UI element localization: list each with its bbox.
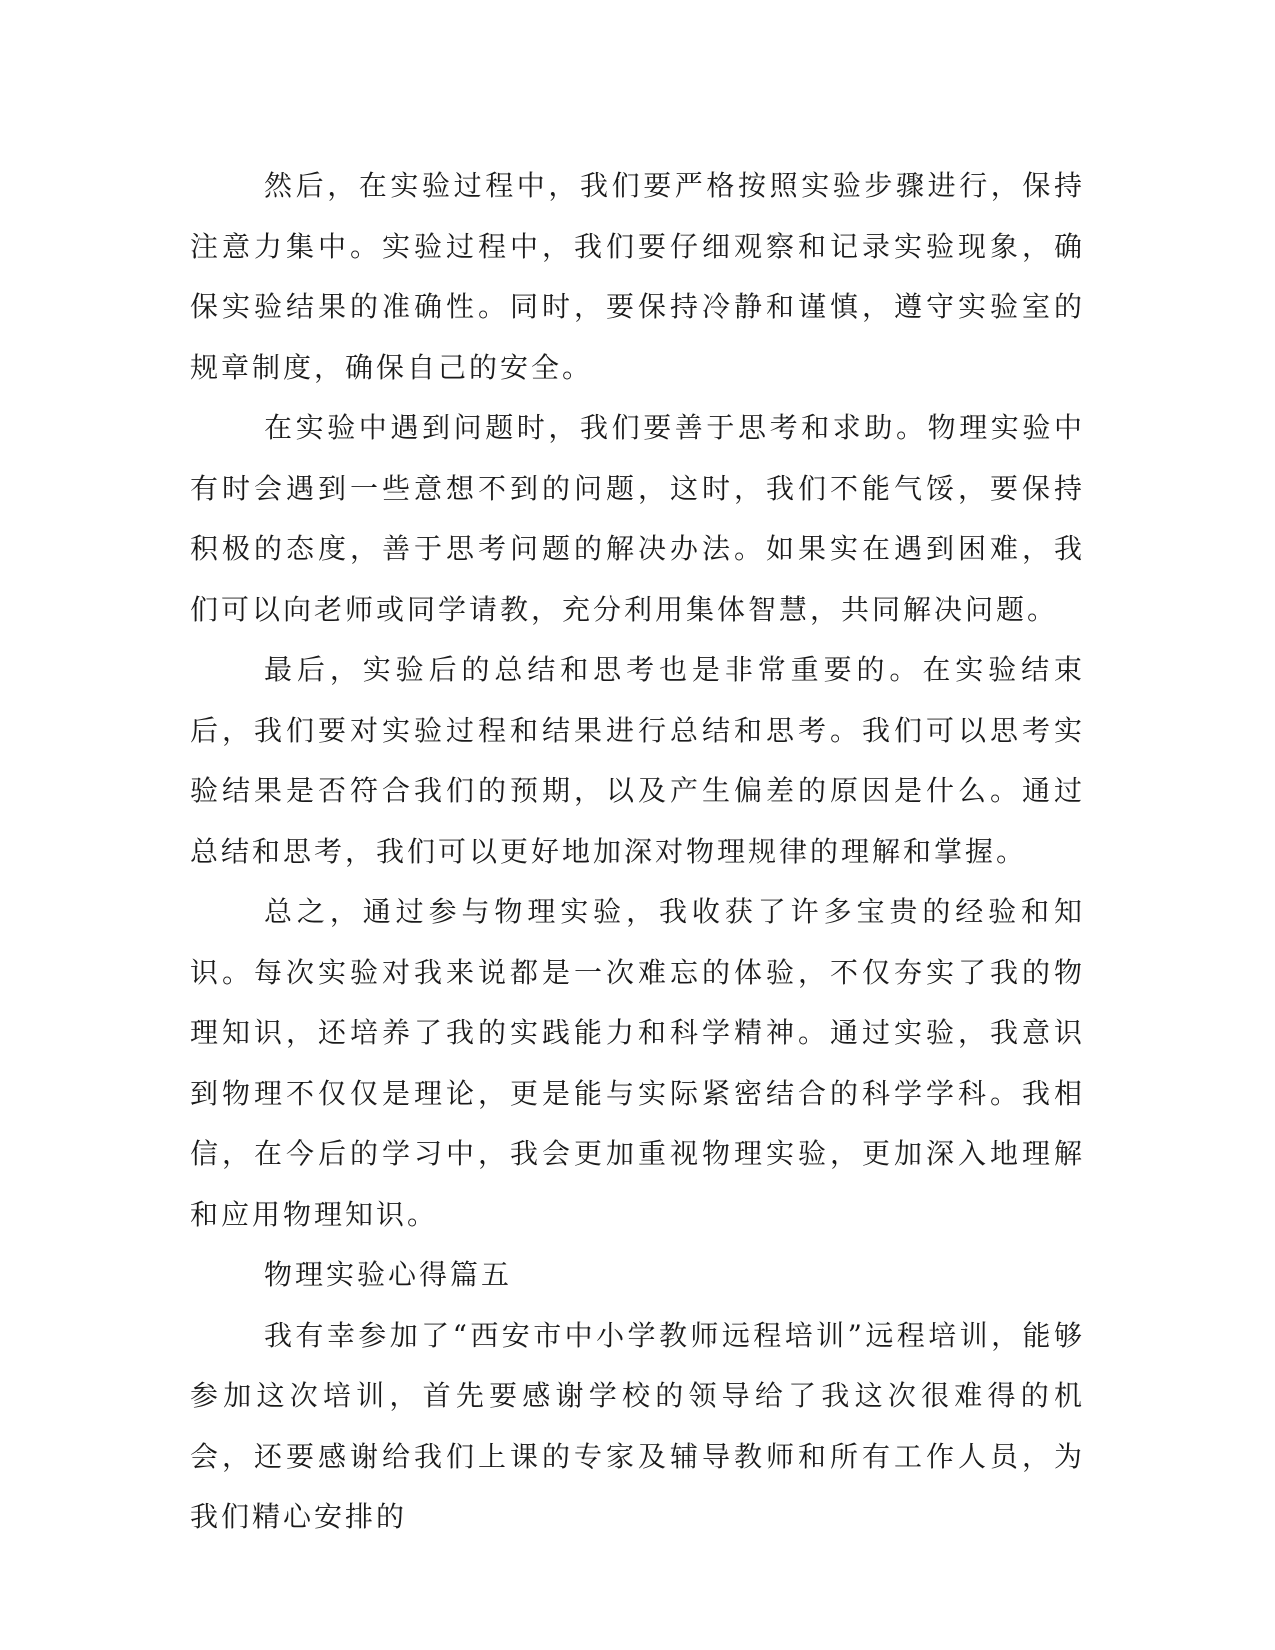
- document-body: [190, 156, 1085, 1548]
- section-heading: 物理实验心得篇五: [264, 1258, 513, 1291]
- paragraph: 然后，在实验过程中，我们要严格按照实验步骤进行，保持注意力集中。实验过程中，我们要仔细观察和记录实验现象，确保实验结果的准确性。同时，要保持冷静和谨慎，遵守实验室的规章制度，确保自己的安全。: [190, 169, 1085, 384]
- paragraph: 我有幸参加了“西安市中小学教师远程培训”远程培训，能够参加这次培训，首先要感谢学校的领导给了我这次很难得的机会，还要感谢给我们上课的专家及辅导教师和所有工作人员，为我们精心安排的: [190, 1318, 1085, 1533]
- paragraph: 在实验中遇到问题时，我们要善于思考和求助。物理实验中有时会遇到一些意想不到的问题，这时，我们不能气馁，要保持积极的态度，善于思考问题的解决办法。如果实在遇到困难，我们可以向老师或同学请教，充分利用集体智慧，共同解决问题。: [190, 411, 1085, 626]
- paragraph: 总之，通过参与物理实验，我收获了许多宝贵的经验和知识。每次实验对我来说都是一次难忘的体验，不仅夯实了我的物理知识，还培养了我的实践能力和科学精神。通过实验，我意识到物理不仅仅是理论，更是能与实际紧密结合的科学学科。我相信，在今后的学习中，我会更加重视物理实验，更加深入地理解和应用物理知识。: [190, 895, 1085, 1231]
- paragraph: 最后，实验后的总结和思考也是非常重要的。在实验结束后，我们要对实验过程和结果进行总结和思考。我们可以思考实验结果是否符合我们的预期，以及产生偏差的原因是什么。通过总结和思考，我们可以更好地加深对物理规律的理解和掌握。: [190, 653, 1085, 868]
